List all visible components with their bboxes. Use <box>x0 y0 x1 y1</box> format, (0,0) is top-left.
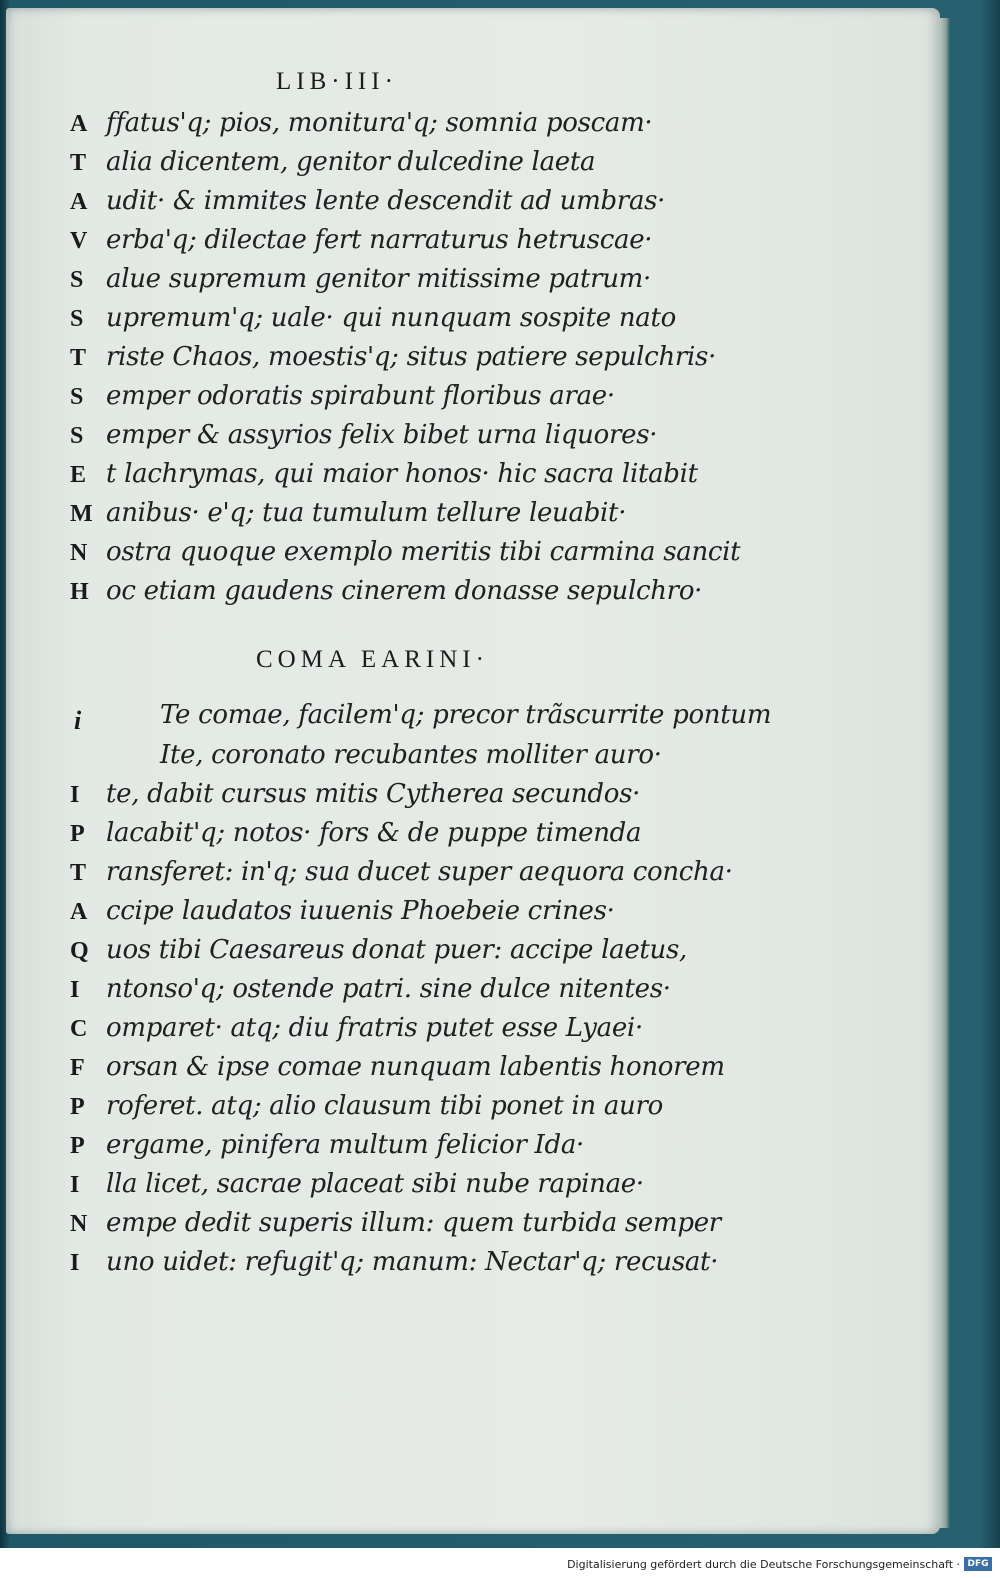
verse-line <box>70 459 698 499</box>
verse-initial: S <box>70 423 84 449</box>
verse-line <box>70 147 595 187</box>
verse-initial: F <box>70 1055 85 1081</box>
verse-text: upremum'q; uale· qui nunquam sospite nato <box>106 303 677 333</box>
verse-initial: H <box>70 579 89 605</box>
verse-text: udit· & immites lente descendit ad umbras· <box>106 186 666 216</box>
verse-text: ransferet: in'q; sua ducet super aequora concha· <box>106 857 733 887</box>
verse-line <box>70 1052 725 1092</box>
verse-initial: A <box>70 111 88 137</box>
attribution-text: Digitalisierung gefördert durch die Deutsche Forschungsgemeinschaft · <box>567 1558 960 1571</box>
verse-line <box>70 1169 644 1209</box>
verse-line <box>70 537 740 577</box>
verse-line <box>70 576 702 616</box>
verse-line-indented <box>160 740 662 780</box>
verse-initial: T <box>70 860 87 886</box>
verse-text: roferet. atq; alio clausum tibi ponet in auro <box>106 1091 663 1121</box>
section-title: COMA EARINI· <box>256 646 489 673</box>
verse-line <box>70 108 652 148</box>
verse-initial: T <box>70 345 87 371</box>
dfg-logo: DFG <box>964 1557 992 1571</box>
verse-initial: I <box>70 782 80 808</box>
verse-text: empe dedit superis illum: quem turbida semper <box>106 1208 721 1238</box>
verse-text: ostra quoque exemplo meritis tibi carmina sancit <box>106 537 741 567</box>
verse-initial: A <box>70 899 88 925</box>
verse-text: riste Chaos, moestis'q; situs patiere sepulchris· <box>106 342 717 372</box>
verse-text: ffatus'q; pios, monitura'q; somnia poscam· <box>106 108 653 138</box>
verse-line <box>70 303 676 343</box>
running-head: LIB·III· <box>276 68 398 95</box>
verse-text: ccipe laudatos iuuenis Phoebeie crines· <box>106 896 615 926</box>
verse-line <box>70 1208 721 1248</box>
verse-text: uno uidet: refugit'q; manum: Nectar'q; recusat· <box>106 1247 719 1277</box>
verse-line <box>70 1013 643 1053</box>
verse-initial: N <box>70 1211 88 1237</box>
verse-initial: P <box>70 1133 85 1159</box>
verse-line <box>70 857 733 897</box>
verse-line <box>70 342 716 382</box>
verse-line <box>70 381 615 421</box>
verse-initial: M <box>70 501 93 527</box>
verse-text: oc etiam gaudens cinerem donasse sepulchro· <box>106 576 703 606</box>
verse-initial: I <box>70 1172 80 1198</box>
verse-text: Te comae, facilem'q; precor trãscurrite pontum <box>160 700 772 730</box>
verse-initial: S <box>70 267 84 293</box>
verse-initial: I <box>70 1250 80 1276</box>
verse-initial: I <box>70 977 80 1003</box>
verse-initial: P <box>70 1094 85 1120</box>
verse-initial: S <box>70 384 84 410</box>
verse-text: t lachrymas, qui maior honos· hic sacra litabit <box>106 459 698 489</box>
verse-line <box>70 498 626 538</box>
verse-text: anibus· e'q; tua tumulum tellure leuabit· <box>106 498 627 528</box>
verse-line <box>70 186 665 226</box>
verse-initial: A <box>70 189 88 215</box>
verse-line <box>70 779 640 819</box>
verse-line <box>70 225 652 265</box>
verse-text: lacabit'q; notos· fors & de puppe timenda <box>106 818 642 848</box>
verse-initial: E <box>70 462 87 488</box>
verse-line <box>70 264 651 304</box>
verse-text: Ite, coronato recubantes molliter auro· <box>160 740 662 770</box>
verse-text: uos tibi Caesareus donat puer: accipe laetus, <box>106 935 688 965</box>
verse-text: emper & assyrios felix bibet urna liquores· <box>106 420 658 450</box>
verse-initial: N <box>70 540 88 566</box>
verse-text: orsan & ipse comae nunquam labentis honorem <box>106 1052 725 1082</box>
verse-text: te, dabit cursus mitis Cytherea secundos· <box>106 779 641 809</box>
verse-initial: T <box>70 150 87 176</box>
verse-line <box>70 1130 584 1170</box>
verse-line <box>70 1247 718 1287</box>
verse-text: ntonso'q; ostende patri. sine dulce nitentes· <box>106 974 671 1004</box>
verse-initial: V <box>70 228 88 254</box>
verse-text: emper odoratis spirabunt floribus arae· <box>106 381 615 411</box>
verse-text: omparet· atq; diu fratris putet esse Lyaei· <box>106 1013 643 1043</box>
verse-line-indented <box>160 700 771 740</box>
verse-text: alue supremum genitor mitissime patrum· <box>106 264 651 294</box>
verse-text: erba'q; dilectae fert narraturus hetruscae· <box>106 225 653 255</box>
verse-line <box>70 935 687 975</box>
verse-text: alia dicentem, genitor dulcedine laeta <box>106 147 596 177</box>
verse-text: lla licet, sacrae placeat sibi nube rapinae· <box>106 1169 644 1199</box>
verse-initial: S <box>70 306 84 332</box>
verse-text: ergame, pinifera multum felicior Ida· <box>106 1130 585 1160</box>
verse-initial: P <box>70 821 85 847</box>
verse-line <box>70 818 641 858</box>
page-edge <box>940 18 950 1528</box>
attribution-footer <box>0 1548 1000 1578</box>
verse-line <box>70 974 671 1014</box>
verse-initial-marker: i <box>74 706 82 735</box>
verse-initial: Q <box>70 938 89 964</box>
verse-initial: C <box>70 1016 88 1042</box>
verse-line <box>70 420 657 460</box>
verse-line <box>70 896 615 936</box>
verse-line <box>70 1091 663 1131</box>
